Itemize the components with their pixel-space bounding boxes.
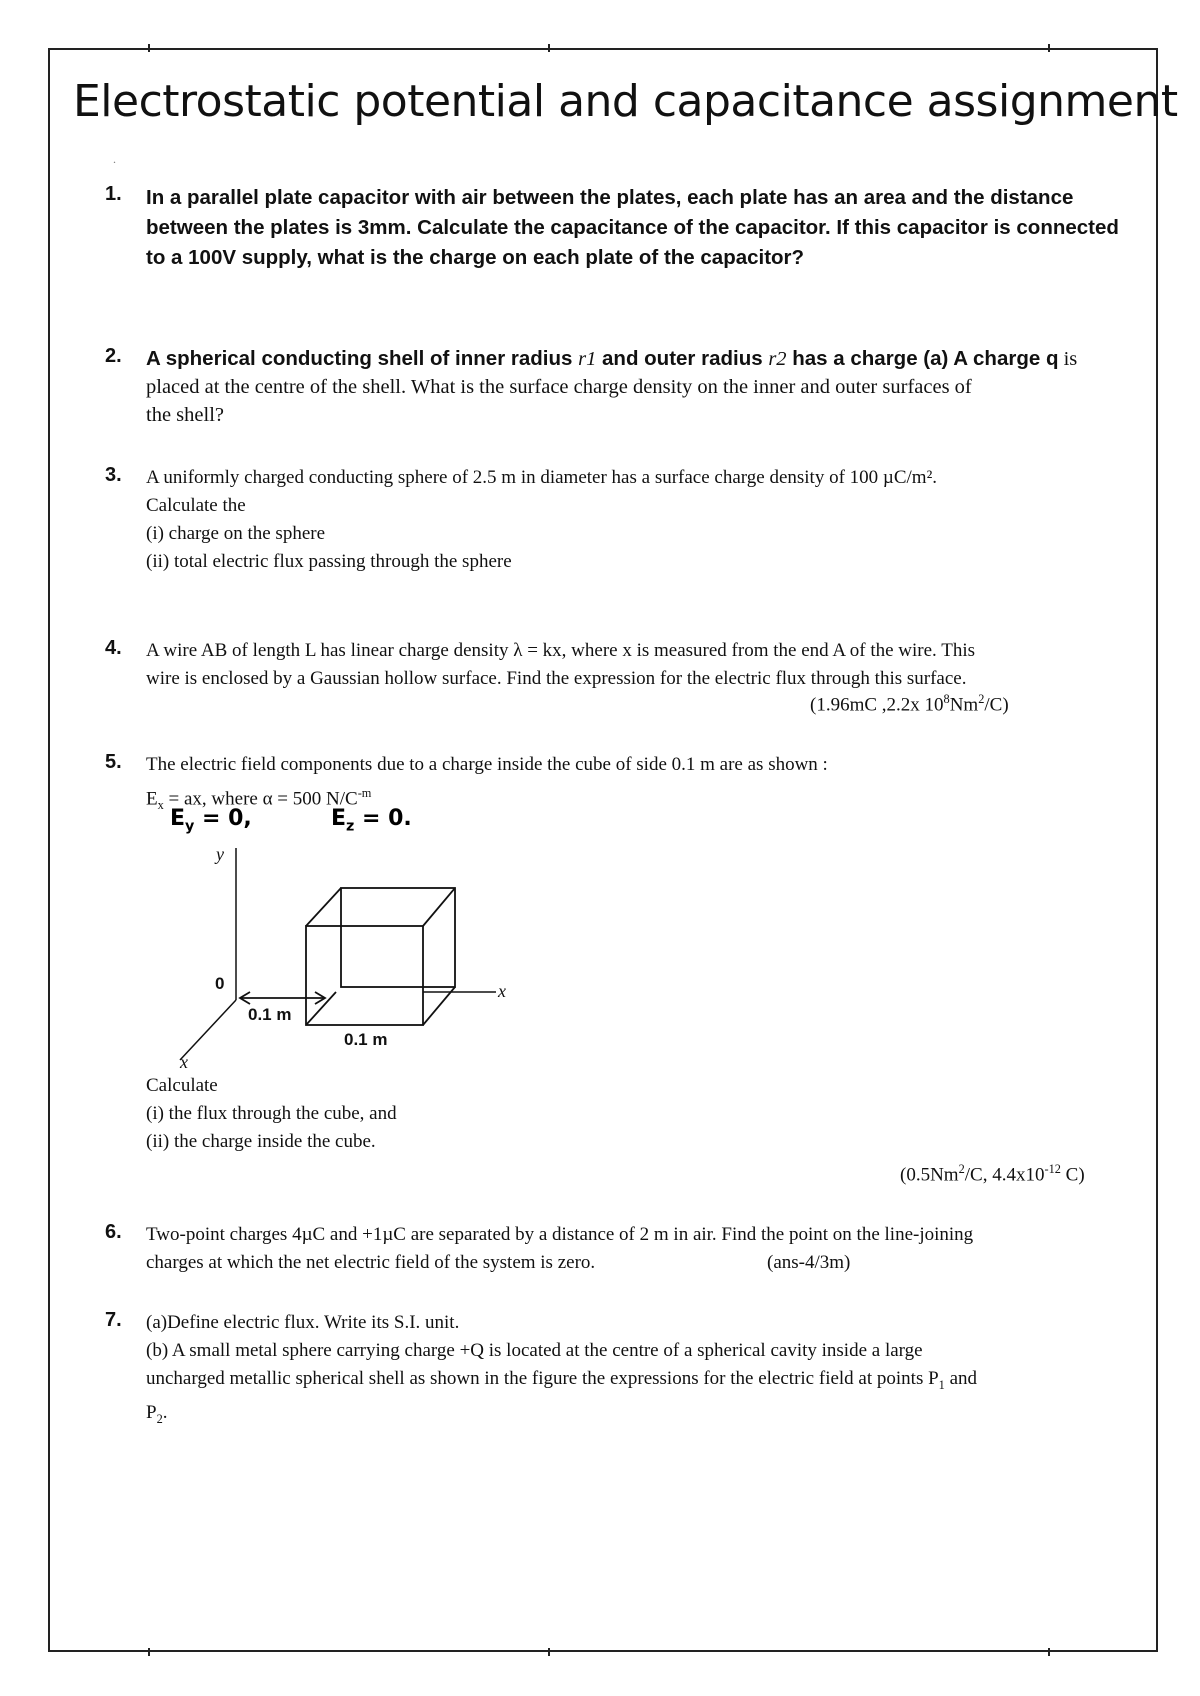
question-number: 2. (105, 345, 122, 367)
text-line: Two-point charges 4µC and +1µC are separated by a distance of 2 m in air. Find the point on the line-joining (146, 1224, 974, 1245)
x-diag-axis-label: x (180, 1052, 188, 1070)
text-segment: and (944, 1368, 978, 1389)
text-segment: . (162, 1401, 168, 1423)
text-line: (a)Define electric flux. Write its S.I. unit. (146, 1312, 460, 1333)
text-line: the shell? (146, 404, 224, 426)
origin-label: 0 (215, 974, 225, 993)
border-tick (1048, 44, 1050, 52)
question-text (146, 637, 1135, 693)
question-text (146, 1072, 1135, 1156)
question-6-answer: (ans-4/3m) (767, 1252, 851, 1273)
field-ey (170, 806, 252, 834)
subscript: y (185, 818, 195, 835)
text-line: Calculate (146, 1075, 218, 1096)
cube-figure (160, 840, 520, 1070)
question-number: 4. (105, 637, 122, 659)
answer-exponent: 8 (943, 692, 950, 706)
text-line: (i) charge on the sphere (146, 523, 326, 544)
text-segment: = ax, where α = 500 N/C (163, 788, 358, 810)
subscript: z (346, 818, 355, 835)
border-tick (548, 1648, 550, 1656)
text-line: A uniformly charged conducting sphere of 2.5 m in diameter has a surface charge density of 100 µC/m². (146, 467, 938, 488)
text-segment: P (146, 1401, 157, 1423)
cube-front-face (306, 926, 423, 1025)
answer-part: /C) (984, 694, 1009, 716)
question-text (146, 1309, 1135, 1433)
question-number: 5. (105, 751, 122, 773)
border-tick (148, 44, 150, 52)
superscript: -m (357, 786, 372, 800)
answer-exponent: 2 (978, 692, 985, 706)
text-segment: = 0. (354, 806, 412, 831)
answer-exponent: 2 (958, 1162, 965, 1176)
text-segment: A spherical conducting shell of inner radius (146, 347, 579, 370)
border-tick (1048, 1648, 1050, 1656)
subscript: 2 (156, 1411, 163, 1426)
text-segment: and outer radius (596, 347, 769, 370)
answer-part: /C, 4.4x10 (964, 1164, 1045, 1186)
question-number: 1. (105, 183, 122, 205)
text-line: Calculate the (146, 495, 246, 516)
question-text (146, 1221, 1135, 1277)
question-text (146, 751, 1135, 819)
subscript: 1 (938, 1377, 945, 1392)
field-ez (331, 806, 412, 834)
border-tick (548, 44, 550, 52)
text-line: charges at which the net electric field of the system is zero. (146, 1252, 596, 1273)
math-symbol: q (1045, 347, 1059, 370)
answer-part: C) (1060, 1164, 1085, 1186)
text-segment: E (331, 806, 347, 831)
text-line (146, 1399, 1135, 1433)
y-axis-label: y (216, 844, 224, 864)
answer-part: Nm (949, 694, 979, 716)
question-text (146, 345, 1135, 429)
question-text (146, 464, 1135, 576)
text-line: The electric field components due to a charge inside the cube of side 0.1 m are as shown : (146, 754, 828, 775)
answer-exponent: -12 (1044, 1162, 1061, 1176)
x-axis-label: x (498, 981, 506, 1001)
question-4-answer (810, 692, 1009, 716)
text-segment: has a charge (a) A charge (786, 347, 1046, 370)
text-line: to a 100V supply, what is the charge on each plate of the capacitor? (146, 246, 805, 269)
cube-back-face (341, 888, 455, 987)
question-text (146, 183, 1135, 273)
text-line: placed at the centre of the shell. What is the surface charge density on the inner and outer surfaces of (146, 376, 972, 398)
text-segment: = 0, (194, 806, 252, 831)
cube-edges (306, 888, 455, 1025)
text-segment: E (146, 788, 158, 810)
text-line: wire is enclosed by a Gaussian hollow surface. Find the expression for the electric flux through this surface. (146, 668, 967, 689)
page-title: Electrostatic potential and capacitance assignment (73, 76, 1178, 127)
text-line (146, 1365, 1135, 1399)
text-line: (i) the flux through the cube, and (146, 1103, 397, 1124)
text-segment: is (1058, 348, 1078, 370)
answer-part: (0.5Nm (900, 1164, 959, 1186)
text-line: A wire AB of length L has linear charge density λ = kx, where x is measured from the end A of the wire. This (146, 640, 975, 661)
text-line: (ii) the charge inside the cube. (146, 1131, 376, 1152)
text-segment: E (170, 806, 186, 831)
math-symbol: r1 (578, 348, 597, 370)
dimension-label-2: 0.1 m (344, 1030, 388, 1049)
dimension-arrow (240, 992, 325, 1004)
stray-dot: . (113, 152, 116, 166)
answer-part: (1.96mC ,2.2x 10 (810, 694, 944, 716)
x-diag-axis-line (180, 1000, 236, 1060)
text-line: between the plates is 3mm. Calculate the capacitance of the capacitor. If this capacitor is connected (146, 216, 1119, 239)
border-tick (148, 1648, 150, 1656)
text-segment: uncharged metallic spherical shell as shown in the figure the expressions for the electric field at points P (146, 1368, 939, 1389)
text-line (146, 345, 1135, 373)
text-line: (ii) total electric flux passing through the sphere (146, 551, 512, 572)
question-number: 6. (105, 1221, 122, 1243)
math-symbol: r2 (768, 348, 787, 370)
subscript: x (157, 798, 164, 813)
text-line: (b) A small metal sphere carrying charge +Q is located at the centre of a spherical cavity inside a large (146, 1340, 923, 1361)
text-line: In a parallel plate capacitor with air between the plates, each plate has an area and the distance (146, 186, 1074, 209)
question-number: 3. (105, 464, 122, 486)
question-5-answer (900, 1162, 1085, 1186)
dimension-label-1: 0.1 m (248, 1005, 292, 1024)
question-number: 7. (105, 1309, 122, 1331)
field-ex (146, 779, 1135, 819)
